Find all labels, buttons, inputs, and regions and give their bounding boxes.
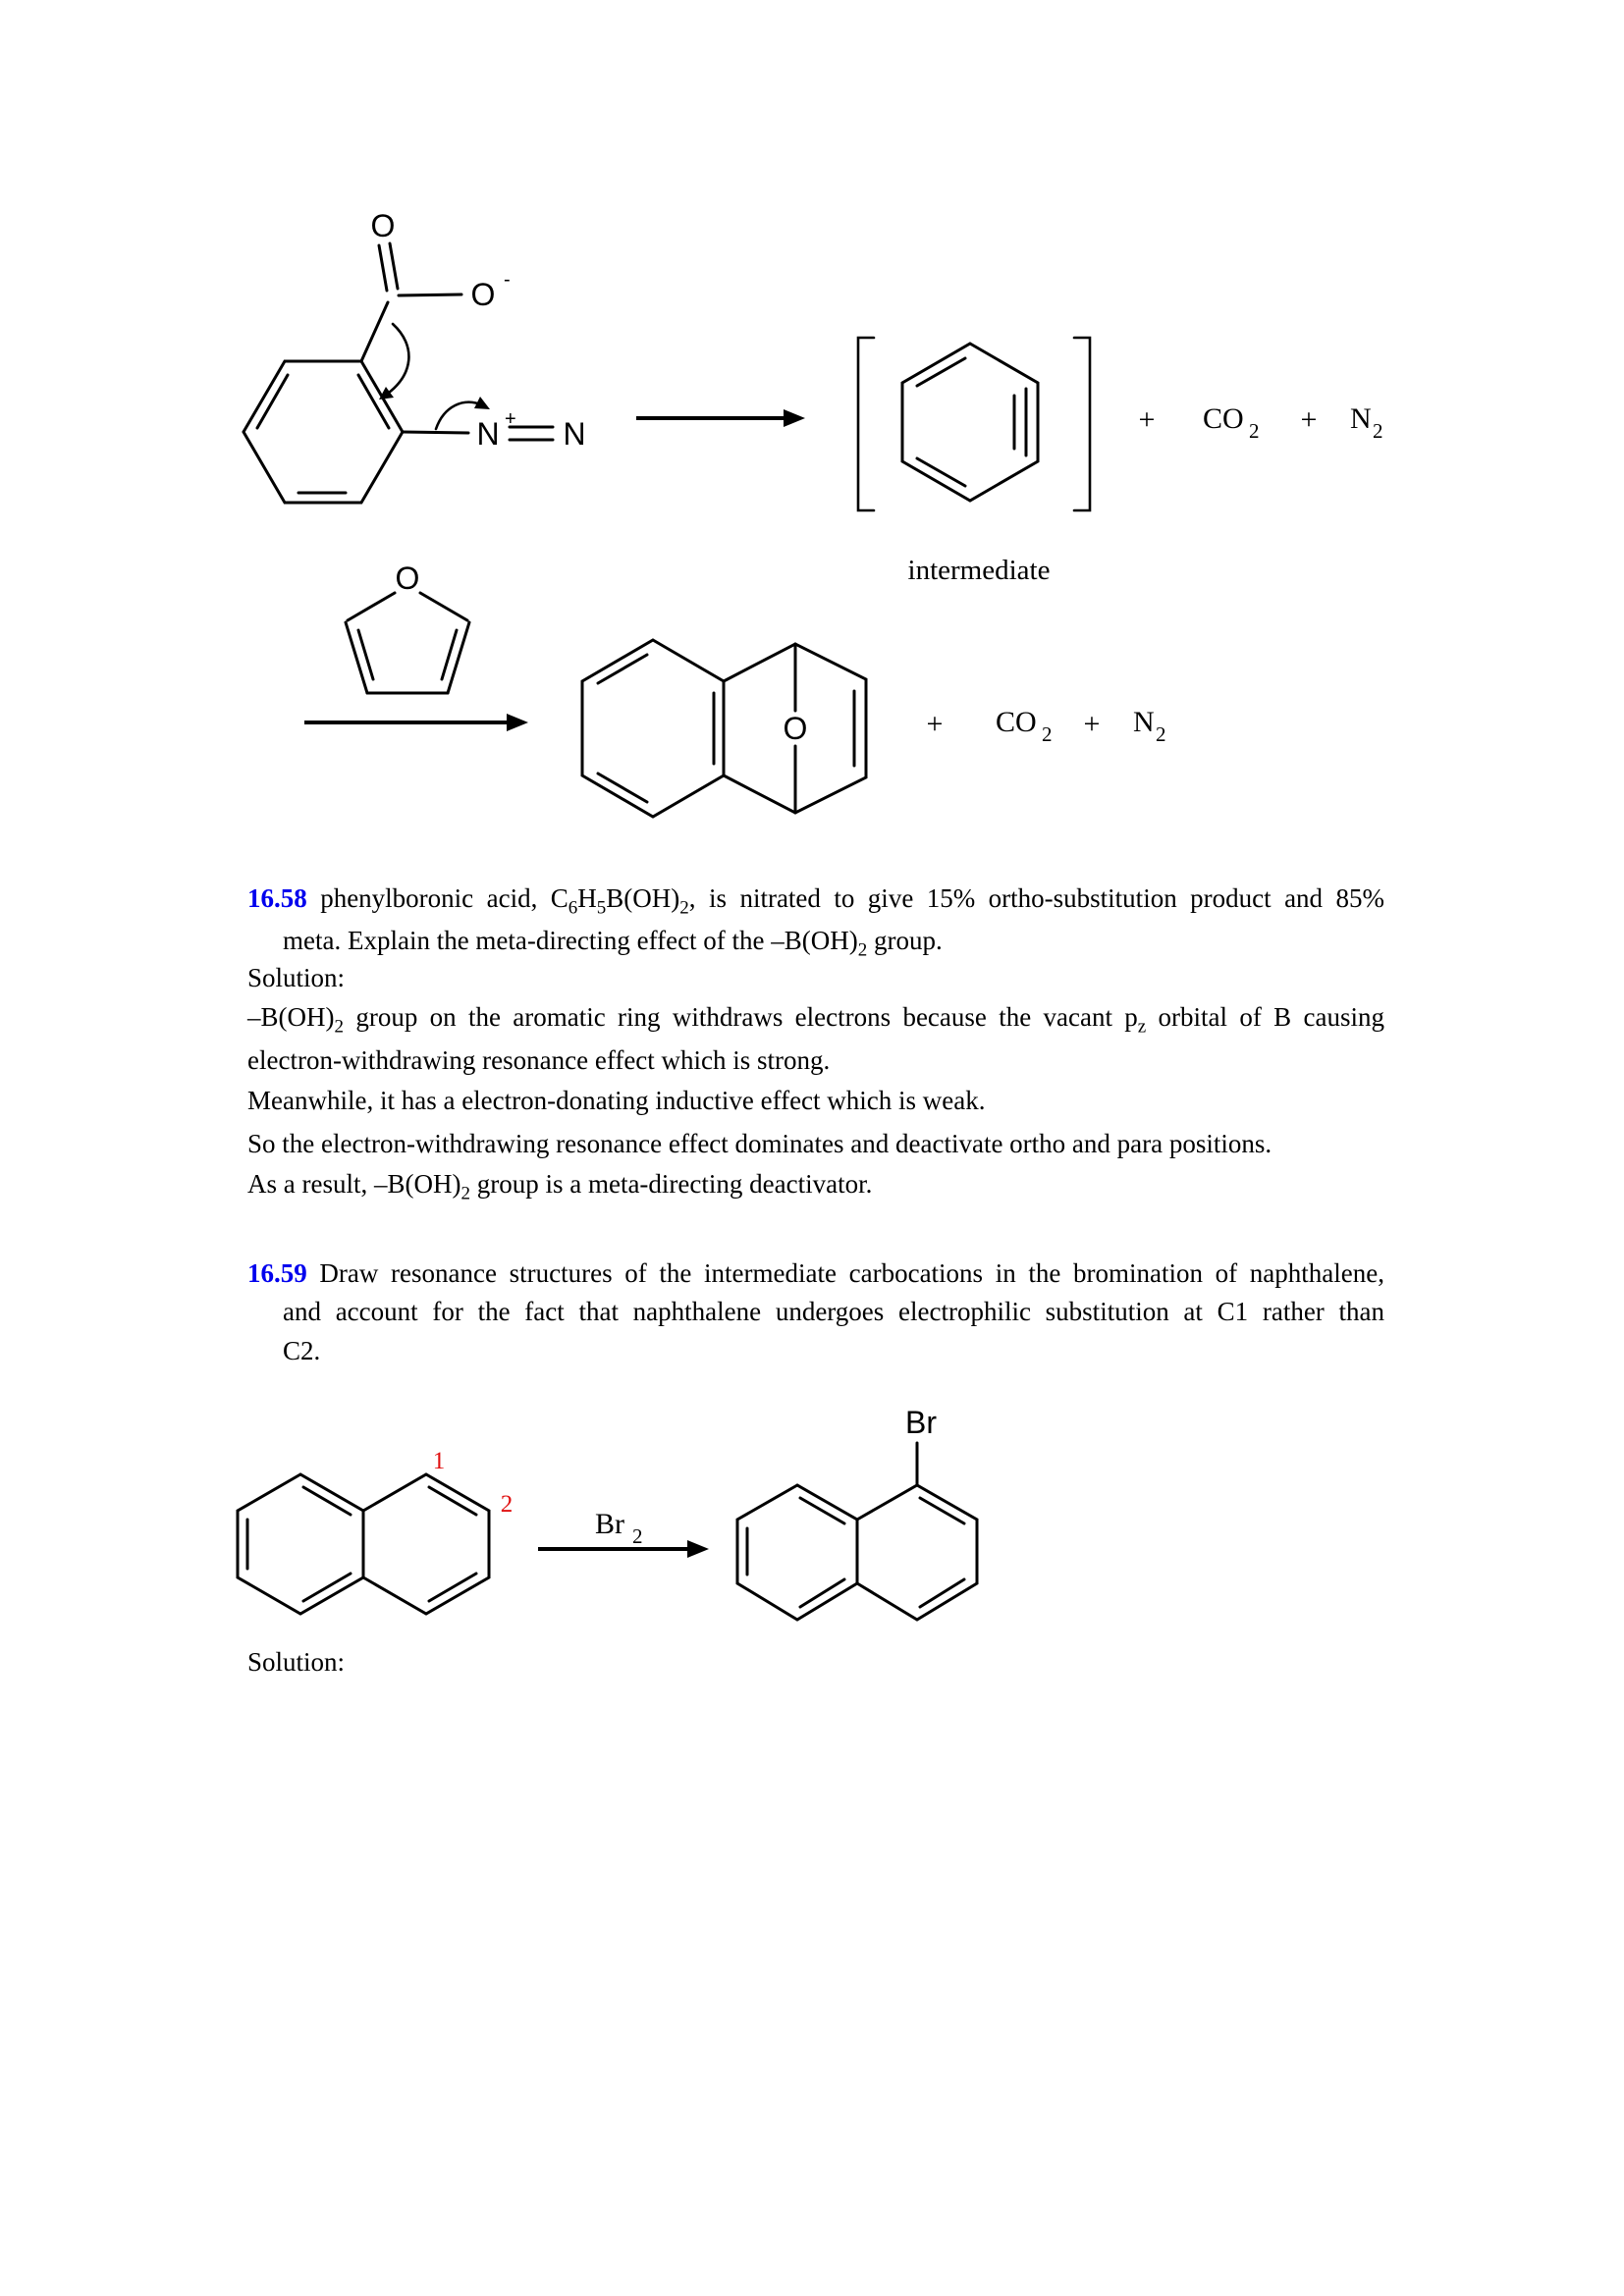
solution-label-1659: Solution:	[247, 1647, 346, 1677]
adduct-benzene-ring	[582, 640, 724, 817]
epoxide-adduct-structure	[582, 640, 866, 817]
br2-subscript: 2	[632, 1524, 643, 1548]
n2-formula: N	[1133, 706, 1155, 738]
carboxylate-oxygen-label: O	[470, 277, 496, 312]
text-fragment: H	[577, 883, 597, 913]
subscript: 2	[679, 897, 689, 919]
left-bracket	[858, 338, 874, 510]
plus-sign: +	[1083, 708, 1101, 740]
naphthalene-right-ring	[363, 1474, 489, 1614]
plus-charge-label: +	[505, 408, 516, 430]
problem-1658-line-1	[247, 878, 1384, 919]
diazonium-nitrogen-label: N	[476, 416, 500, 452]
position-1-label: 1	[432, 1448, 446, 1474]
ring-carboxyl-bond	[361, 302, 388, 361]
bromination-arrow	[538, 1508, 709, 1558]
naphthalene-left-ring	[238, 1474, 363, 1614]
double-bond-inner	[917, 358, 965, 386]
problem-1659-line-2: and account for the fact that naphthalene undergoes electrophilic substitution at C1 rather than	[283, 1297, 1384, 1326]
carbonyl-oxygen-label: O	[370, 208, 396, 243]
solution-1658-line-3: Meanwhile, it has a electron-donating inductive effect which is weak.	[247, 1086, 986, 1115]
carbonyl-double-bond	[390, 243, 398, 289]
br2-reagent-label: Br	[595, 1508, 624, 1540]
subscript: 5	[596, 897, 607, 919]
co2-formula: CO	[996, 706, 1037, 738]
byproducts-row-1	[1139, 402, 1383, 443]
solution-1658-line-5	[247, 1163, 1384, 1204]
position-2-label: 2	[500, 1491, 514, 1518]
subscript: 6	[568, 897, 578, 919]
minus-charge-label: -	[504, 269, 511, 291]
furan-bond	[346, 622, 367, 693]
furan-oxygen-label: O	[395, 561, 420, 596]
double-bond-inner	[917, 458, 965, 486]
double-bond-inner	[800, 1498, 844, 1523]
subscript: z	[1137, 1016, 1147, 1038]
problem-1659-line-1	[247, 1253, 1384, 1294]
subscript: 2	[334, 1016, 344, 1038]
subscript: 2	[857, 939, 868, 961]
n2-subscript: 2	[1373, 419, 1383, 443]
problem-1658-line-2	[283, 920, 1384, 961]
double-bond-inner	[920, 1498, 964, 1523]
intermediate-caption: intermediate	[907, 555, 1051, 586]
plus-sign: +	[926, 708, 944, 740]
furan-bond	[348, 593, 395, 620]
solution-1658-line-4: So the electron-withdrawing resonance effect dominates and deactivate ortho and para positions.	[247, 1129, 1272, 1158]
curved-arrow	[385, 324, 408, 396]
furan-structure	[346, 561, 469, 693]
text-fragment: Draw resonance structures of the intermediate carbocations in the bromination of naphthalene,	[306, 1258, 1384, 1288]
problem-1659-line-3: C2.	[283, 1336, 321, 1365]
plus-sign: +	[1300, 403, 1318, 436]
bromine-label: Br	[905, 1405, 937, 1440]
product-left-ring	[737, 1485, 857, 1620]
solution-label-1658: Solution:	[247, 963, 346, 992]
text-fragment: orbital of B causing	[1146, 1002, 1384, 1032]
text-fragment: As a result, –B(OH)	[247, 1169, 461, 1199]
benzene-ring	[244, 361, 403, 503]
n2-formula: N	[1350, 402, 1372, 435]
naphthalene-structure	[238, 1448, 513, 1614]
carbonyl-double-bond	[379, 245, 387, 291]
right-bracket	[1074, 338, 1090, 510]
bridge-oxygen-label: O	[783, 711, 808, 746]
byproducts-row-2	[927, 706, 1166, 746]
text-fragment: group is a meta-directing deactivator.	[469, 1169, 873, 1199]
furan-bond	[420, 593, 467, 620]
text-fragment: phenylboronic acid, C	[306, 883, 568, 913]
problem-number: 16.58	[247, 883, 307, 913]
reaction-arrow-1	[636, 409, 805, 427]
n2-subscript: 2	[1156, 722, 1166, 746]
diazonium-carboxylate-structure	[244, 208, 586, 503]
solution-1658-line-1	[247, 996, 1384, 1038]
plus-sign: +	[1138, 403, 1156, 436]
reaction-arrow-2	[304, 714, 528, 731]
furan-bond	[448, 622, 469, 693]
problem-number: 16.59	[247, 1258, 307, 1288]
text-fragment: , is nitrated to give 15% ortho-substitution product and 85%	[688, 883, 1384, 913]
co2-formula: CO	[1203, 402, 1244, 435]
benzyne-intermediate	[858, 338, 1090, 586]
text-fragment: B(OH)	[606, 883, 680, 913]
co2-subscript: 2	[1042, 722, 1053, 746]
co2-subscript: 2	[1249, 419, 1260, 443]
text-fragment: group.	[867, 926, 943, 955]
text-fragment: group on the aromatic ring withdraws electrons because the vacant p	[344, 1002, 1138, 1032]
bromonaphthalene-structure	[737, 1405, 977, 1620]
subscript: 2	[460, 1183, 470, 1204]
benzyne-ring	[902, 344, 1038, 501]
text-fragment: –B(OH)	[247, 1002, 335, 1032]
terminal-nitrogen-label: N	[563, 416, 586, 452]
carboxylate-bond	[399, 294, 461, 295]
ring-nitrogen-bond	[403, 432, 468, 433]
solution-1658-line-2: electron-withdrawing resonance effect which is strong.	[247, 1045, 831, 1075]
text-fragment: meta. Explain the meta-directing effect of the –B(OH)	[283, 926, 858, 955]
product-right-ring	[857, 1485, 977, 1620]
